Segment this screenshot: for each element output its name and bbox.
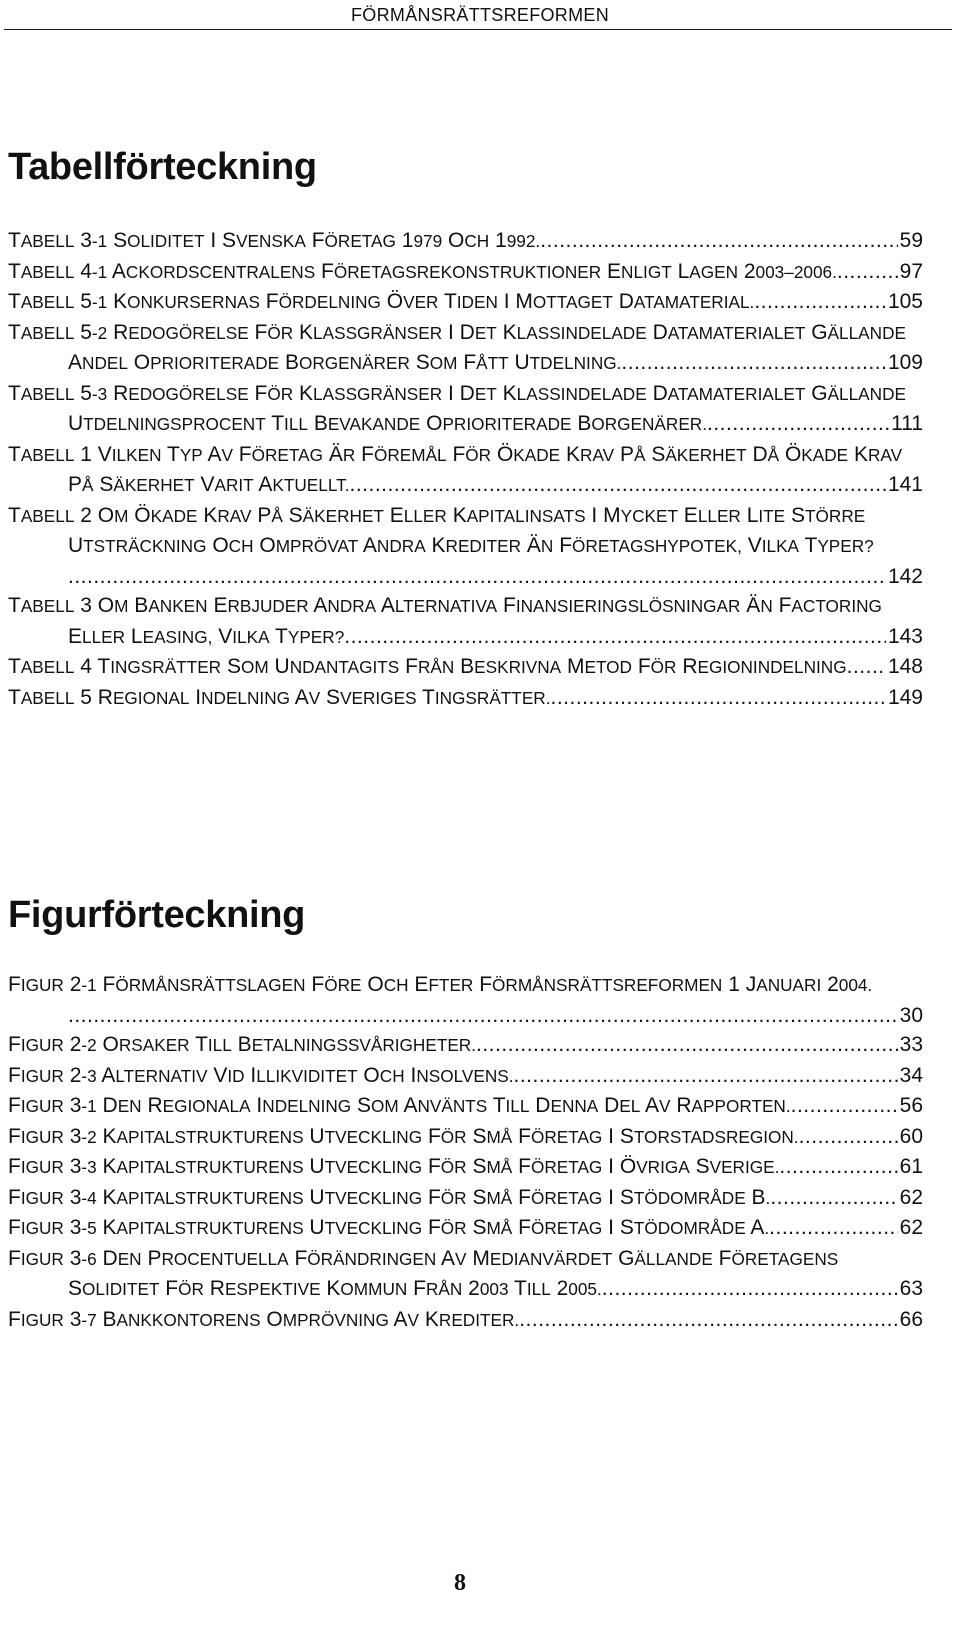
- dot-leader: [540, 226, 897, 256]
- dot-leader: [602, 1274, 898, 1304]
- toc-entry[interactable]: TABELL 3 OM BANKEN ERBJUDER ANDRA ALTERNATIVA FINANSIERINGSLÖSNINGAR ÄN FACTORING ELLER LEASING, VILKA TYPER? ..... 143: [8, 591, 923, 652]
- dot-leader: [707, 409, 889, 439]
- toc-page-number: 56: [899, 1094, 923, 1117]
- dot-leader: [519, 1305, 897, 1335]
- table-of-tables: [8, 226, 923, 713]
- dot-leader: [621, 348, 886, 378]
- toc-page-number: 33: [899, 1033, 923, 1056]
- toc-page-number: 30: [899, 1003, 923, 1027]
- dot-leader: [344, 622, 886, 652]
- toc-page-number: 61: [899, 1155, 923, 1178]
- toc-page-number: 62: [899, 1185, 923, 1209]
- toc-page-number: 143: [887, 624, 923, 648]
- toc-entry[interactable]: TABELL 5-1 KONKURSERNAS FÖRDELNING ÖVER TIDEN I MOTTAGET DATAMATERIAL. ..... 105: [8, 287, 923, 318]
- dot-leader: [551, 683, 886, 713]
- toc-entry[interactable]: TABELL 5-3 REDOGÖRELSE FÖR KLASSGRÄNSER I DET KLASSINDELADE DATAMATERIALET GÄLLANDE UTDELNINGSPROCENT TILL BEVAKANDE OPRIORITERADE BORGENÄRER. ..... 111: [8, 379, 923, 440]
- toc-page-number: 111: [891, 412, 923, 435]
- toc-page-number: 142: [887, 564, 923, 588]
- dot-leader: [799, 1122, 898, 1152]
- toc-entry[interactable]: FIGUR 3-4 KAPITALSTRUKTURENS UTVECKLING FÖR SMÅ FÖRETAG I STÖDOMRÅDE B. ..... 62: [8, 1183, 923, 1214]
- toc-page-number: 105: [887, 290, 923, 313]
- toc-page-number: 141: [887, 473, 923, 496]
- running-header: FÖRMÅNSRÄTTSREFORMEN: [351, 5, 609, 25]
- dot-leader: [514, 1061, 898, 1091]
- toc-page-number: 149: [887, 685, 923, 709]
- toc-page-number: 148: [887, 655, 923, 678]
- toc-entry[interactable]: FIGUR 2-1 FÖRMÅNSRÄTTSLAGEN FÖRE OCH EFTER FÖRMÅNSRÄTTSREFORMEN 1 JANUARI 2004. ..... 30: [8, 970, 923, 1030]
- dot-leader: [769, 1213, 897, 1243]
- dot-leader: [754, 287, 886, 317]
- header-rule: [4, 29, 952, 30]
- toc-entry[interactable]: FIGUR 3-2 KAPITALSTRUKTURENS UTVECKLING FÖR SMÅ FÖRETAG I STORSTADSREGION. ..... 60: [8, 1122, 923, 1153]
- tables-heading: Tabellförteckning: [8, 146, 317, 188]
- toc-entry[interactable]: TABELL 2 OM ÖKADE KRAV PÅ SÄKERHET ELLER KAPITALINSATS I MYCKET ELLER LITE STÖRRE UTSTRÄCKNING OCH OMPRÖVAT ANDRA KREDITER ÄN FÖRETAGSHYPOTEK, VILKA TYPER? ..... 142: [8, 501, 923, 592]
- toc-entry[interactable]: TABELL 5 REGIONAL INDELNING AV SVERIGES TINGSRÄTTER. ..... 149: [8, 683, 923, 714]
- toc-entry[interactable]: TABELL 4-1 ACKORDSCENTRALENS FÖRETAGSREKONSTRUKTIONER ENLIGT LAGEN 2003–2006. ..... 97: [8, 257, 923, 288]
- dot-leader: [847, 652, 886, 682]
- toc-entry[interactable]: FIGUR 3-6 DEN PROCENTUELLA FÖRÄNDRINGEN AV MEDIANVÄRDET GÄLLANDE FÖRETAGENS SOLIDITET FÖR RESPEKTIVE KOMMUN FRÅN 2003 TILL 2005. ..... 63: [8, 1244, 923, 1305]
- toc-entry[interactable]: FIGUR 2-2 ORSAKER TILL BETALNINGSSVÅRIGHETER. ..... 33: [8, 1030, 923, 1061]
- dot-leader: [476, 1030, 898, 1060]
- toc-entry[interactable]: FIGUR 3-1 DEN REGIONALA INDELNING SOM ANVÄNTS TILL DENNA DEL AV RAPPORTEN. ..... 56: [8, 1091, 923, 1122]
- toc-entry[interactable]: FIGUR 3-7 BANKKONTORENS OMPRÖVNING AV KREDITER. ..... 66: [8, 1305, 923, 1336]
- toc-page-number: 59: [899, 229, 923, 252]
- toc-page-number: 97: [899, 259, 923, 283]
- dot-leader: [770, 1183, 897, 1213]
- dot-leader: [779, 1152, 897, 1182]
- toc-page-number: 66: [899, 1307, 923, 1331]
- toc-entry[interactable]: TABELL 4 TINGSRÄTTER SOM UNDANTAGITS FRÅN BESKRIVNA METOD FÖR REGIONINDELNING ..... 148: [8, 652, 923, 683]
- dot-leader: [350, 470, 886, 500]
- toc-entry[interactable]: FIGUR 3-5 KAPITALSTRUKTURENS UTVECKLING FÖR SMÅ FÖRETAG I STÖDOMRÅDE A. ..... 62: [8, 1213, 923, 1244]
- figures-heading: Figurförteckning: [8, 894, 306, 936]
- dot-leader: [791, 1091, 898, 1121]
- toc-page-number: 109: [887, 351, 923, 374]
- toc-entry[interactable]: TABELL 1 VILKEN TYP AV FÖRETAG ÄR FÖREMÅL FÖR ÖKADE KRAV PÅ SÄKERHET DÅ ÖKADE KRAV PÅ SÄKERHET VARIT AKTUELLT. ..... 141: [8, 440, 923, 501]
- toc-entry[interactable]: FIGUR 3-3 KAPITALSTRUKTURENS UTVECKLING FÖR SMÅ FÖRETAG I ÖVRIGA SVERIGE. ..... 61: [8, 1152, 923, 1183]
- page-number: 8: [454, 1570, 466, 1596]
- toc-page-number: 34: [899, 1063, 923, 1087]
- toc-entry[interactable]: TABELL 5-2 REDOGÖRELSE FÖR KLASSGRÄNSER I DET KLASSINDELADE DATAMATERIALET GÄLLANDE ANDEL OPRIORITERADE BORGENÄRER SOM FÅTT UTDELNING. ..... 109: [8, 318, 923, 379]
- table-of-figures: [8, 970, 923, 1335]
- toc-page-number: 62: [899, 1216, 923, 1239]
- dot-leader: [68, 562, 886, 592]
- toc-entry[interactable]: FIGUR 2-3 ALTERNATIV VID ILLIKVIDITET OCH INSOLVENS. ..... 34: [8, 1061, 923, 1092]
- toc-entry[interactable]: TABELL 3-1 SOLIDITET I SVENSKA FÖRETAG 1979 OCH 1992. ..... 59: [8, 226, 923, 257]
- toc-page-number: 60: [899, 1124, 923, 1148]
- dot-leader: [68, 1001, 898, 1031]
- dot-leader: [837, 257, 898, 287]
- toc-page-number: 63: [899, 1277, 923, 1300]
